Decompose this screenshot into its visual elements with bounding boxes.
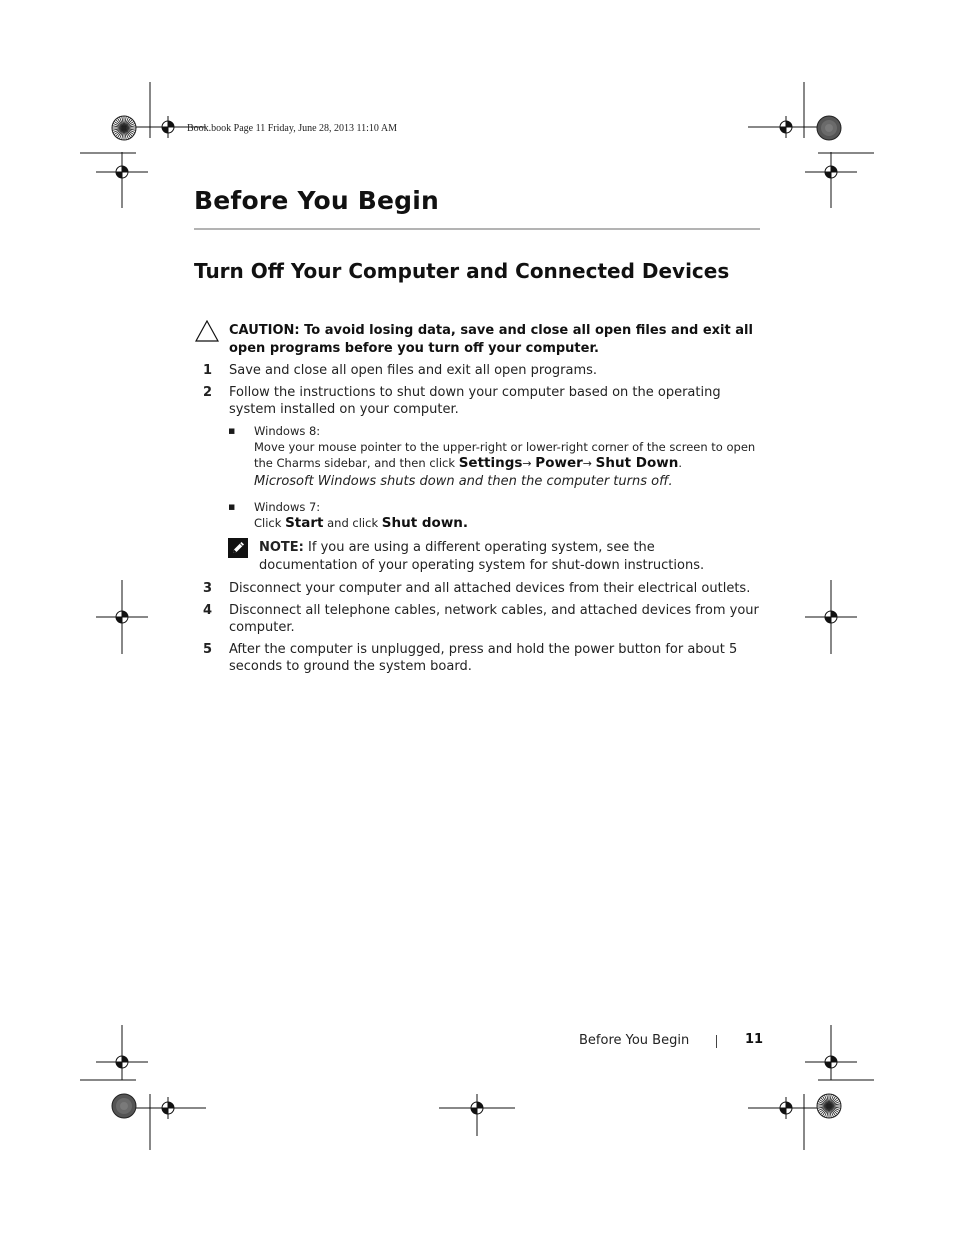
footer-section-label: Before You Begin bbox=[579, 1033, 690, 1048]
note-pencil-icon bbox=[228, 538, 248, 558]
step-text: Disconnect your computer and all attached devices from their electrical outlets. bbox=[229, 581, 751, 596]
caution-triangle-icon bbox=[195, 320, 219, 342]
windows8-steps: Move your mouse pointer to the upper-right or lower-right corner of the screen to open the Charms sidebar, and then click Settings→ Power→ Shut Down. bbox=[254, 440, 756, 471]
step-number: 3 bbox=[203, 581, 213, 596]
caution-body: To avoid losing data, save and close all open files and exit all open programs before you turn off your computer. bbox=[229, 323, 753, 356]
windows7-heading: Windows 7: bbox=[254, 500, 321, 514]
footer-divider bbox=[716, 1035, 717, 1048]
arrow-icon: → bbox=[522, 457, 532, 470]
windows8-instructions bbox=[254, 423, 759, 472]
shut-down-keyword: Shut down. bbox=[381, 515, 469, 531]
windows7-steps: Click Start and click Shut down. bbox=[254, 515, 469, 531]
step-text: Disconnect all telephone cables, network cables, and attached devices from your computer. bbox=[229, 603, 759, 635]
note-label: NOTE: bbox=[259, 540, 304, 555]
page-number: 11 bbox=[745, 1032, 764, 1047]
section-title: Turn Off Your Computer and Connected Devices bbox=[194, 259, 730, 283]
note-body: If you are using a different operating system, see the documentation of your operating system for shut-down instructions. bbox=[259, 540, 705, 573]
bullet-icon: ▪ bbox=[228, 424, 236, 437]
settings-keyword: Settings bbox=[458, 455, 523, 471]
step-text: Follow the instructions to shut down your computer based on the operating system installed on your computer. bbox=[229, 385, 721, 417]
caution-label: CAUTION: bbox=[229, 323, 300, 338]
step-number: 1 bbox=[203, 363, 213, 378]
arrow-icon: → bbox=[582, 457, 592, 470]
step-number: 4 bbox=[203, 603, 213, 618]
windows8-result: Microsoft Windows shuts down and then the computer turns off. bbox=[254, 474, 673, 489]
shut-down-keyword: Shut Down bbox=[595, 455, 679, 471]
bullet-icon: ▪ bbox=[228, 500, 236, 513]
step-number: 2 bbox=[203, 385, 213, 400]
windows8-heading: Windows 8: bbox=[254, 424, 321, 438]
step-text: After the computer is unplugged, press and hold the power button for about 5 seconds to ground the system board. bbox=[229, 642, 738, 674]
caution-text bbox=[229, 322, 759, 358]
note-text bbox=[259, 539, 754, 575]
start-keyword: Start bbox=[285, 515, 324, 531]
step-number: 5 bbox=[203, 642, 213, 657]
chapter-rule bbox=[194, 228, 760, 230]
power-keyword: Power bbox=[535, 455, 583, 471]
chapter-title: Before You Begin bbox=[194, 186, 440, 215]
print-header-info: Book.book Page 11 Friday, June 28, 2013 11:10 AM bbox=[187, 123, 397, 134]
windows7-instructions bbox=[254, 499, 759, 531]
step-text: Save and close all open files and exit all open programs. bbox=[229, 363, 598, 378]
